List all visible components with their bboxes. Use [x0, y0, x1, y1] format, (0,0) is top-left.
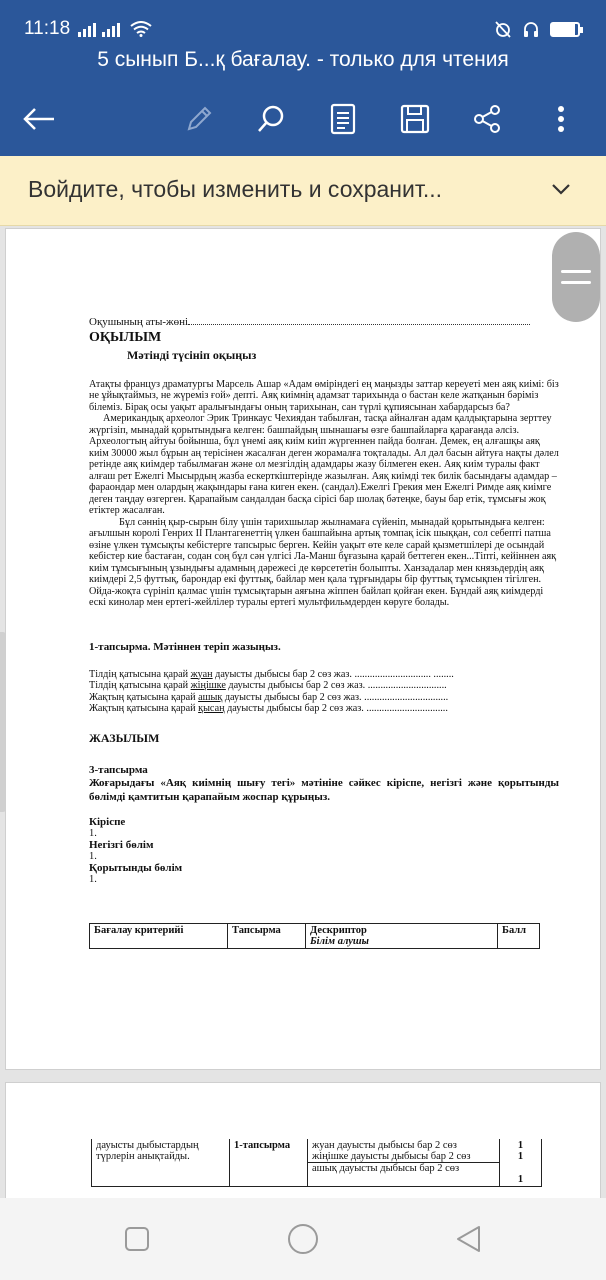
share-button[interactable]: [462, 94, 512, 144]
table-cell-descriptor: жуан дауысты дыбысы бар 2 сөз жіңішке дауысты дыбысы бар 2 сөз ашық дауысты дыбысы бар 2 сөз: [308, 1139, 500, 1187]
plan-outline: [89, 816, 559, 885]
more-button[interactable]: [536, 94, 586, 144]
status-bar-left: [24, 18, 152, 40]
paragraph-2: Американдық археолог Эрик Тринкаус Чехиядан табылған, тасқа айналған адам қалдықтарына зерттеу жүргізіп, мынадай қорытындыға келген: башпайдың шынашағы өзге башпайларға қарағанда әлсіз. Археологтың айтуы бойынша, бұл үнемі аяқ киім киіп жүргеннен пайда болған. Демек, ең алғашқы аяқ киім 30000 жыл бұрын аң терісінен жасалған деген жорамалға тоқталады. Ал дәл басын айтуға нақты дәлел ретінде аяқ киімдер табылмаған және ол мезгілдің адамдары жазу білмеген екен. Аяқ киім туралы факт алғаш рет Ежелгі Мысырдың жазба ескерткіштерінде жазылған. Аяқ киімді тек билік басындағы адамдар – фараондар мен олардың жақындары ғана киген екен. (сандал).Ежелгі Грекия мен Ежелгі Римде аяқ киімге деген таңдау өзгерген. Қарапайым сандалдан басқа сірісі бар шолақ бәтеңке, бауы бар етік, тұмсығы жоқ етіктер жасалған.: [89, 413, 559, 516]
sign-in-banner[interactable]: [0, 156, 606, 226]
battery-icon: [550, 22, 580, 37]
student-name-line: [89, 317, 559, 329]
back-nav-button[interactable]: [448, 1222, 488, 1256]
plan-item: 1.: [89, 827, 97, 839]
task-3-title: 3-тапсырма: [89, 763, 148, 776]
table-row: [92, 1139, 542, 1187]
alarm-off-icon: [494, 20, 512, 38]
criteria-table-header: [89, 923, 540, 949]
task-1-title: 1-тапсырма. Мәтіннен теріп жазыңыз.: [89, 640, 281, 653]
reading-view-button[interactable]: [318, 94, 368, 144]
battery-level-fill: [552, 24, 575, 35]
table-header-score: Балл: [498, 923, 540, 948]
home-circle-icon: [287, 1223, 319, 1255]
back-button[interactable]: [14, 94, 64, 144]
document-title: 5 сынып Б...қ бағалау. - только для чтения: [97, 48, 509, 71]
back-arrow-icon: [22, 107, 56, 131]
paragraph-3: Бұл сәннің қыр-сырын білу үшін тарихшылар жылнамаға сүйеніп, мынадай қорытындыға келген: ағылшын королі Генрих II Плантагенеттің үлкен башпайына артық томпақ ісік шыққан, сол себепті патша өзіне үлкен тұмсықты кебістерге тапсырыс берген. Кейін уақыт өте келе сарай қызметшілері де осындай кебістер кие бастаған, содан соң бұл сән үлгісі Ла-Манш бұғазына қарай беттеген екен...Тіпті, кейіннен аяқ киім тұмсығының ұзындығы адамның дәрежесі де көрсететін болыпты. Ханзадалар мен князьдердің аяқ киімдері 2,5 футтық, барондар екі футтық, байлар мен қала тұрғындары бір футтық тұмсықпен тігілген. Ойда-жоқта сүрініп қалмас үшін тұмсықтарын аяғына жіппен байлап қойған екен. Бұндай аяқ киімдерді ескі кинолар мен ертегі-жейлілер туралы ертегі мультфильмдерден көруге болады.: [89, 516, 557, 608]
task-1-line: Тілдің қатысына қарай жіңішке дауысты дыбысы бар 2 сөз жаз. ...............................: [89, 680, 447, 691]
sign-in-banner-text: Войдите, чтобы изменить и сохранит...: [28, 176, 443, 202]
reading-view-icon: [330, 103, 356, 135]
toolbar: [0, 94, 606, 144]
document-content: [89, 317, 559, 949]
pencil-icon: [184, 104, 214, 134]
plan-heading: Негізгі бөлім: [89, 838, 154, 851]
task-1-line: Жақтың қатысына қарай қысаң дауысты дыбысы бар 2 сөз жаз. ................................: [89, 703, 448, 714]
table-header-task: Тапсырма: [228, 923, 306, 948]
task-1-line: Тілдің қатысына қарай жуан дауысты дыбысы бар 2 сөз жаз. .............................. ........: [89, 668, 454, 680]
save-icon: [400, 104, 430, 134]
section-subtitle-reading: Мәтінді түсініп оқыңыз: [127, 347, 257, 362]
plan-heading: Қорытынды бөлім: [89, 861, 183, 874]
edit-button[interactable]: [174, 94, 224, 144]
section-title-writing: ЖАЗЫЛЫМ: [89, 730, 160, 745]
clock: 11:18: [24, 18, 71, 39]
home-button[interactable]: [283, 1222, 323, 1256]
more-vertical-icon: [556, 104, 566, 134]
task-1-lines: [89, 669, 559, 715]
task-1-line: Жақтың қатысына қарай ашық дауысты дыбысы бар 2 сөз жаз. .................................: [89, 691, 449, 703]
recents-button[interactable]: [117, 1222, 157, 1256]
table-cell-criterion: дауысты дыбыстардың түрлерін анықтайды.: [92, 1139, 230, 1187]
document-page-2: [5, 1082, 601, 1212]
student-name-blank: [188, 324, 530, 325]
share-icon: [472, 104, 502, 134]
table-subheader: Білім алушы: [310, 935, 369, 947]
wifi-icon: [130, 21, 152, 37]
search-button[interactable]: [246, 94, 296, 144]
student-name-label: Оқушының аты-жөні: [89, 316, 189, 328]
save-button[interactable]: [390, 94, 440, 144]
search-icon: [256, 104, 286, 134]
plan-item: 1.: [89, 873, 97, 885]
back-triangle-icon: [454, 1224, 482, 1254]
status-bar-right: [494, 20, 580, 38]
system-navigation-bar: [0, 1198, 606, 1280]
signal-icon: [78, 21, 122, 37]
section-title-reading: ОҚЫЛЫМ: [89, 329, 162, 345]
app-bar: [0, 0, 606, 156]
table-cell-score: 1 1 1: [500, 1139, 542, 1187]
task-3-text: Жоғарыдағы «Аяқ киімнің шығу тегі» мәтініне сәйкес кіріспе, негізгі және қорытынды бөлімді қамтитын қарапайым жоспар құрыңыз.: [89, 776, 559, 803]
plan-item: 1.: [89, 850, 97, 862]
table-cell-task: 1-тапсырма: [230, 1139, 308, 1187]
table-header-descriptor: Дескриптор Білім алушы: [306, 923, 498, 948]
chevron-down-icon[interactable]: [550, 178, 572, 200]
scrollbar-thumb[interactable]: [552, 232, 600, 322]
criteria-table-page-2: [91, 1139, 542, 1187]
table-header-criterion: Бағалау критерийі: [90, 923, 228, 948]
paragraph-1: Атақты француз драматургы Марсель Ашар «Адам өміріндегі ең маңызды заттар кереуеті мен аяқ киімі: біз не ұйықтаймыз, не жүреміз ғой» депті. Аяқ киімнің адамзат тарихында о бастан келе жатқанын бәріміз білеміз. Бірақ осы уақыт аралығындағы оның тарихынан, сан түрлі құпиясынан хабардарсыз ба?: [89, 378, 559, 413]
headphones-icon: [522, 20, 540, 38]
plan-heading: Кіріспе: [89, 815, 126, 828]
recents-square-icon: [124, 1226, 150, 1252]
